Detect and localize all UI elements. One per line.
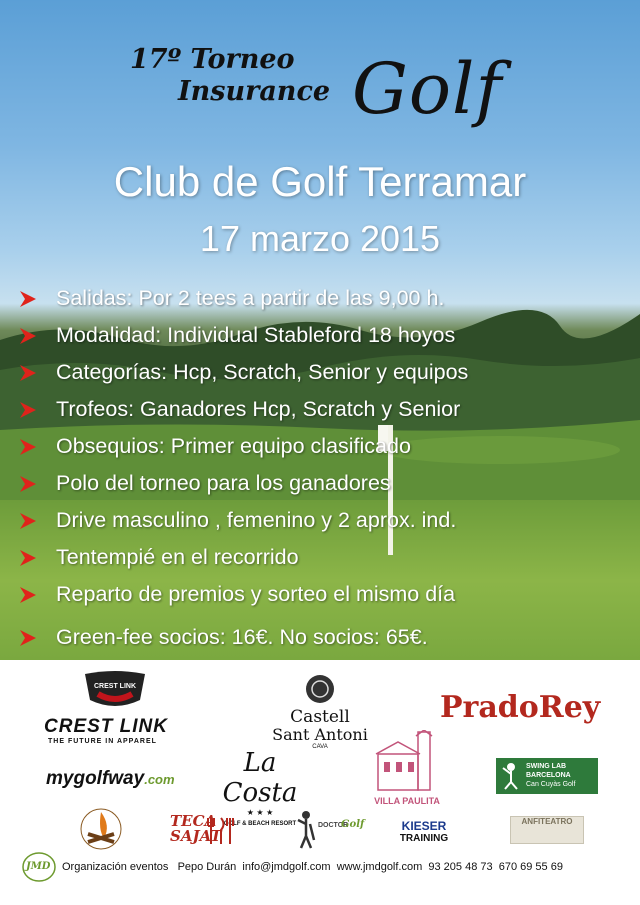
item-text: Green-fee socios: 16€. No socios: 65€. xyxy=(56,625,428,649)
campfire-emblem-icon xyxy=(76,806,126,852)
arrow-bullet-icon xyxy=(18,585,38,605)
swinglab-line3: Can Cuyàs Golf xyxy=(526,781,576,788)
arrow-bullet-icon xyxy=(18,628,38,648)
arrow-bullet-icon xyxy=(18,511,38,531)
lacosta-subtitle: GOLF & BEACH RESORT xyxy=(223,821,297,827)
kieser-line2: TRAINING xyxy=(399,833,449,844)
castell-line1: Castell xyxy=(290,707,350,727)
sponsors-area xyxy=(0,660,640,905)
doctorgolf-golf: Golf xyxy=(341,819,365,830)
item-text: Obsequios: Primer equipo clasificado xyxy=(56,434,411,458)
club-name: Club de Golf Terramar xyxy=(113,158,527,205)
item-text: Tentempié en el recorrido xyxy=(56,545,299,569)
tournament-title xyxy=(130,44,330,108)
crestlink-tagline: THE FUTURE IN APPAREL xyxy=(48,738,157,745)
arrow-bullet-icon xyxy=(18,326,38,346)
cutlery-icon xyxy=(206,816,236,846)
item-text: Salidas: Por 2 tees a partir de las 9,00 h. xyxy=(56,286,445,310)
crestlink-badge-text: CREST LINK xyxy=(94,683,136,690)
list-item xyxy=(18,502,628,539)
pradorey-logo: PradoRey xyxy=(440,690,601,725)
mygolfway-text: mygolfway xyxy=(46,768,145,789)
event-date: 17 marzo 2015 xyxy=(199,218,441,259)
crestlink-logo xyxy=(40,670,190,750)
item-text: Reparto de premios y sorteo el mismo día xyxy=(56,582,456,606)
castell-line2: Sant Antoni xyxy=(272,725,368,744)
kieser-logo xyxy=(392,820,456,844)
castell-line3: CAVA xyxy=(312,744,328,750)
lacosta-name: La Costa xyxy=(222,748,298,808)
arrow-bullet-icon xyxy=(18,437,38,457)
item-text: Drive masculino , femenino y 2 aprox. ind. xyxy=(56,508,457,532)
item-text: Polo del torneo para los ganadores xyxy=(56,471,391,495)
kieser-line1: KIESER xyxy=(401,819,447,833)
villa-building-icon xyxy=(374,730,440,792)
item-text: Categorías: Hcp, Scratch, Senior y equipos xyxy=(56,360,469,384)
list-item xyxy=(18,354,628,391)
doctorgolf-text: DOCTOR xyxy=(318,822,349,829)
arrow-bullet-icon xyxy=(18,474,38,494)
swinglab-line2: BARCELONA xyxy=(526,772,571,779)
sajat-text: SAJAT xyxy=(170,827,222,845)
event-details-list xyxy=(18,280,628,656)
mygolfway-suffix: .com xyxy=(144,772,175,787)
arrow-bullet-icon xyxy=(18,400,38,420)
sponsor-label: Insurance xyxy=(178,76,331,107)
crestlink-name: CREST LINK xyxy=(44,716,168,737)
teca-text: TECA xyxy=(170,812,217,830)
swinglab-line1: SWING LAB xyxy=(526,763,567,770)
footer xyxy=(0,850,640,890)
list-item xyxy=(18,465,628,502)
lacosta-stars: ★ ★ ★ xyxy=(246,808,274,817)
anfiteatro-logo: ANFITEATRO xyxy=(510,816,584,844)
item-text: Modalidad: Individual Stableford 18 hoyos xyxy=(56,323,456,347)
jmd-logo-text: JMD xyxy=(26,861,51,872)
list-item xyxy=(18,619,628,656)
arrow-bullet-icon xyxy=(18,548,38,568)
doctorgolf-logo xyxy=(296,810,366,850)
golfer-swing-icon xyxy=(500,762,522,790)
swinglab-logo xyxy=(496,758,598,794)
villapaulita-logo xyxy=(372,730,442,806)
item-text: Trofeos: Ganadores Hcp, Scratch y Senior xyxy=(56,397,461,421)
list-item xyxy=(18,391,628,428)
golfer-figure-icon xyxy=(296,810,316,850)
list-item xyxy=(18,280,628,317)
list-item xyxy=(18,428,628,465)
crestlink-emblem-icon xyxy=(40,670,190,716)
villa-name: VILLA PAULITA xyxy=(374,796,440,806)
list-item xyxy=(18,317,628,354)
edition-label: 17º Torneo xyxy=(130,44,295,75)
golf-script-word: Golf xyxy=(352,48,503,130)
list-item xyxy=(18,539,628,576)
arrow-bullet-icon xyxy=(18,363,38,383)
arrow-bullet-icon xyxy=(18,289,38,309)
mygolfway-logo xyxy=(46,768,175,790)
castell-seal-icon xyxy=(303,674,337,704)
castell-logo xyxy=(270,674,370,754)
footer-contact: Organización eventos Pepo Durán info@jmdgolf.com www.jmdgolf.com 93 205 48 73 670 69 55 69 xyxy=(62,861,563,873)
list-item xyxy=(18,576,628,613)
